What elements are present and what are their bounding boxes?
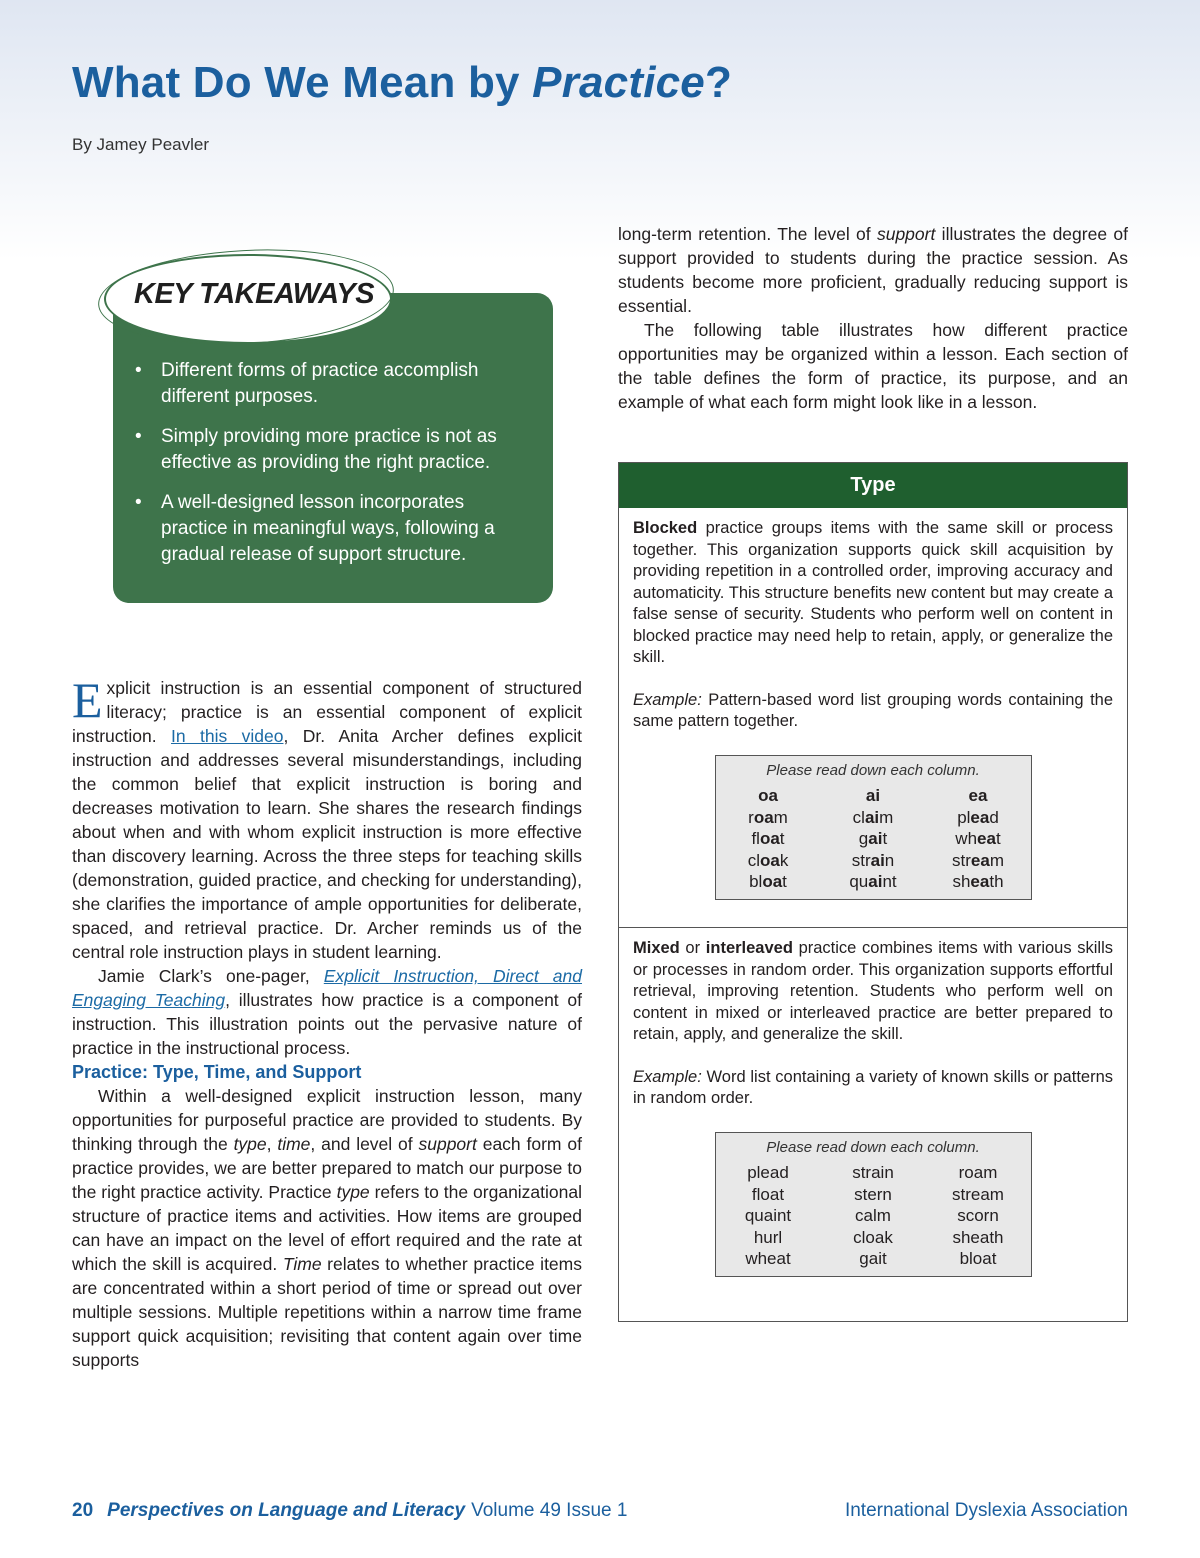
- word: stern: [854, 1184, 892, 1204]
- word: gait: [858, 829, 888, 848]
- word: gait: [859, 1249, 887, 1268]
- intro-text-cont: , Dr. Anita Archer defines explicit instruction and addresses several misunderstandings, including the common belief that explicit instruction is boring and decreases motivation to learn. She shares the research findings about when and with whom explicit instruction is more effective than discovery learning. Across the three steps for teaching skills (demonstration, guided practice, and checking for understanding), she clarifies the importance of ample opportunities for deliberate, spaced, and retrieval practice. Dr. Archer reminds us of the central role instruction plays in student learning.: [72, 726, 583, 962]
- intro-text: xplicit instruction is an essential component of structured literacy; practice is an essential component of explicit instruction.: [72, 678, 582, 746]
- key-takeaways-list: [135, 358, 535, 582]
- word: bloat: [749, 872, 787, 891]
- page-footer: [72, 1500, 1128, 1522]
- word: claim: [852, 807, 894, 827]
- word: strain: [851, 850, 895, 870]
- page-number: 20: [72, 1500, 94, 1521]
- mixed-word-box: [715, 1132, 1032, 1277]
- organization-name: International Dyslexia Association: [844, 1500, 1128, 1521]
- word: scorn: [957, 1206, 999, 1225]
- word: cloak: [747, 850, 789, 870]
- mixed-word-column-1: [716, 1162, 820, 1270]
- takeaway-item: • Simply providing more practice is not as effective as providing the right practice.: [135, 424, 535, 476]
- key-takeaways-heading: KEY TAKEAWAYS: [134, 278, 375, 310]
- takeaway-item: • A well-designed lesson incorporates practice in meaningful ways, following a gradual release of support structure.: [135, 490, 535, 568]
- word: plead: [957, 807, 999, 827]
- explicit-instruction-link[interactable]: Explicit Instruction, Direct and Engaging Teaching: [72, 966, 582, 1010]
- support-paragraph: long-term retention. The level of support illustrates the degree of support provided to students during the practice session. As students become more proficient, gradually reducing support is essential.: [618, 224, 1128, 316]
- byline: By Jamey Peavler: [72, 135, 209, 154]
- type-table: [618, 462, 1128, 1322]
- journal-name: Perspectives on Language and Literacy: [107, 1500, 466, 1521]
- blocked-practice-cell: [619, 508, 1127, 928]
- word: bloat: [959, 1249, 997, 1268]
- clark-text: Jamie Clark’s one-pager,: [98, 966, 324, 986]
- word-column-ai: ai claim gait strain quaint: [821, 785, 925, 893]
- word-box-caption: Please read down each column.: [766, 1138, 980, 1156]
- blocked-description: Blocked practice groups items with the same skill or process together. This organization supports quick skill acquisition by providing repetition in a controlled order, improving accuracy and automaticity. This structure benefits new content but may create a false sense of security. Students who perform well on content in blocked practice may need help to retain, apply, or generalize the skill.: [633, 519, 1113, 666]
- word: strain: [852, 1163, 894, 1182]
- word: sheath: [952, 872, 1004, 891]
- word: plead: [747, 1163, 789, 1182]
- drop-cap: E: [72, 672, 103, 728]
- page-title: What Do We Mean by Practice?: [72, 58, 733, 107]
- word: float: [751, 829, 785, 848]
- left-column: [72, 672, 583, 1372]
- word: wheat: [955, 829, 1001, 848]
- word: stream: [952, 850, 1004, 870]
- word: roam: [748, 807, 788, 827]
- word: stream: [952, 1184, 1004, 1204]
- blocked-word-box: [715, 755, 1032, 900]
- video-link[interactable]: In this video: [171, 726, 284, 746]
- practice-paragraph: Within a well-designed explicit instruction lesson, many opportunities for purposeful practice are provided to students. By thinking through the type, time, and level of support each form of practice provides, we are better prepared to match our purpose to the right practice activity. Practice type refers to the organizational structure of practice items and activities. How items are grouped can have an impact on the level of effort required and the rate at which the skill is acquired. Time relates to whether practice items are concentrated within a short period of time or spread out over multiple sessions. Multiple repetitions within a narrow time frame support quick acquisition; revisiting that content again over time supports: [72, 1086, 583, 1370]
- word: quaint: [744, 1206, 792, 1225]
- word: hurl: [753, 1227, 783, 1247]
- table-intro-paragraph: The following table illustrates how different practice opportunities may be organized within a lesson. Each section of the table defines the form of practice, its purpose, and an example of what each form might look like in a lesson.: [618, 320, 1128, 412]
- mixed-word-column-3: [926, 1162, 1030, 1270]
- takeaway-item: • Different forms of practice accomplish different purposes.: [135, 358, 535, 410]
- word-column-oa: oa roam float cloak bloat: [716, 785, 820, 893]
- word: roam: [958, 1163, 998, 1182]
- word: sheath: [952, 1227, 1004, 1247]
- word: calm: [855, 1206, 891, 1225]
- blocked-example: Example: Pattern-based word list grouping words containing the same pattern together.: [633, 690, 1113, 730]
- type-table-header: Type: [619, 463, 1127, 508]
- mixed-practice-cell: [619, 928, 1127, 1277]
- mixed-description: Mixed or interleaved practice combines items with various skills or processes in random order. This organization supports effortful retrieval, improving retention. Students who perform well on content in mixed or interleaved practice are better prepared to retain, apply, and generalize the skill.: [633, 939, 1113, 1043]
- word: cloak: [853, 1227, 893, 1247]
- word: wheat: [745, 1249, 791, 1268]
- journal-volume: Volume 49 Issue 1: [471, 1500, 628, 1521]
- right-column: [618, 222, 1128, 414]
- word: quaint: [849, 872, 897, 891]
- clark-paragraph: [72, 964, 582, 1060]
- mixed-example: Example: Word list containing a variety of known skills or patterns in random order.: [633, 1067, 1113, 1107]
- intro-paragraph: [72, 672, 583, 964]
- section-subhead: Practice: Type, Time, and Support: [72, 1062, 362, 1082]
- mixed-word-column-2: [821, 1162, 925, 1270]
- clark-text-cont: , illustrates how practice is a component of instruction. This illustration points out the pervasive nature of practice in the instructional process.: [72, 990, 582, 1058]
- word: float: [751, 1184, 785, 1204]
- word-box-caption: Please read down each column.: [766, 761, 980, 779]
- word-column-ea: ea plead wheat stream sheath: [926, 785, 1030, 893]
